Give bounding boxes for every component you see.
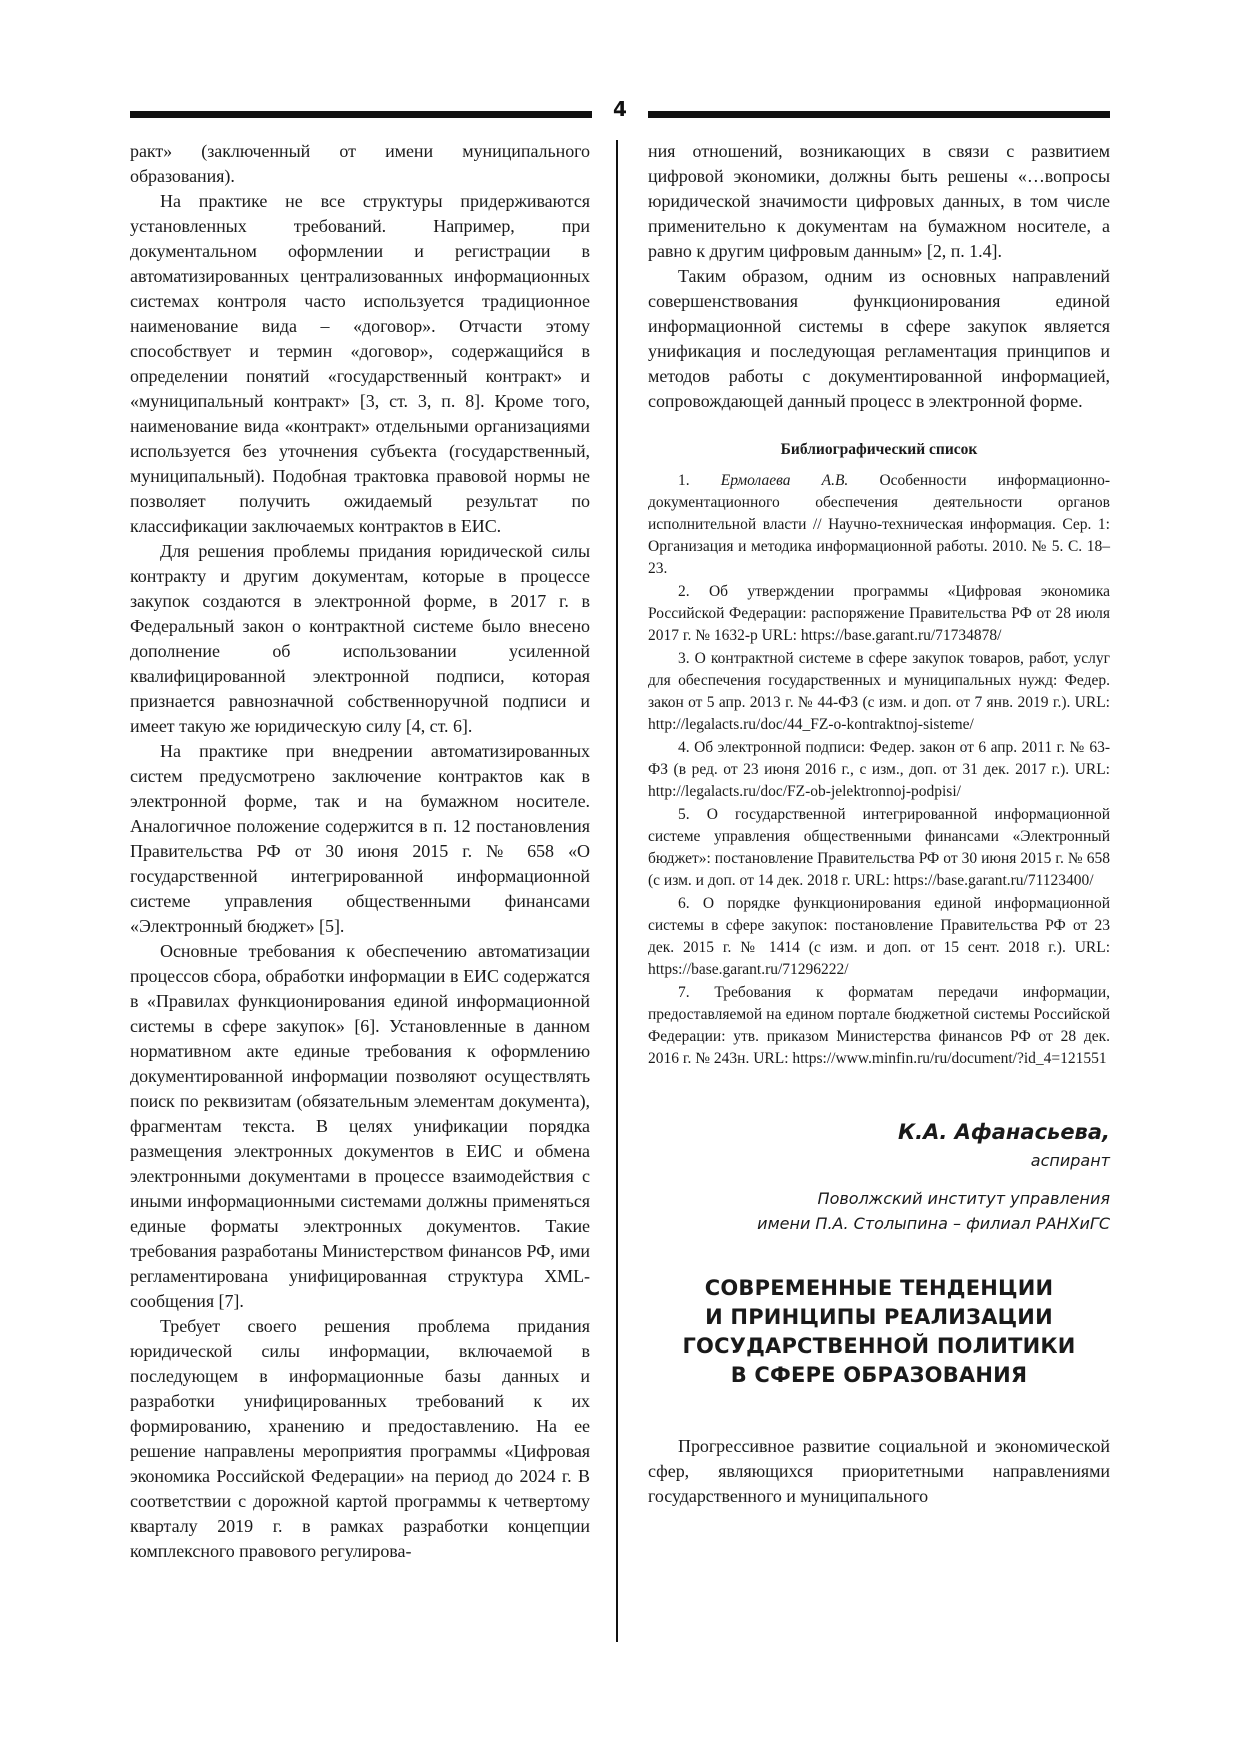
bib-text: О контрактной системе в сфере закупок товаров, работ, услуг для обеспечения государственных и муниципальных нужд: Федер. закон от 5 апр. 2013 г. № 44-ФЗ (с изм. и доп. от 7 янв. 2019 г.). URL: http://legalacts.ru/doc/44_FZ-o-kontraktnoj-sisteme/ bbox=[648, 650, 1111, 733]
bib-text: Об утверждении программы «Цифровая экономика Российской Федерации: распоряжение Правительства РФ от 28 июля 2017 г. № 1632-р URL: https://base.garant.ru/71734878/ bbox=[648, 583, 1111, 644]
bibliography-item bbox=[648, 581, 1110, 647]
bib-number: 6. bbox=[678, 895, 690, 912]
paragraph: ния отношений, возникающих в связи с развитием цифровой экономики, должны быть решены «…вопросы юридической значимости цифровых данных, в том числе применительно к документам на бумажном носителе, а равно к другим цифровым данным» [2, п. 1.4]. bbox=[648, 141, 1110, 261]
paragraph: Для решения проблемы придания юридической силы контракту и другим документам, которые в процессе закупок создаются в электронной форме, в 2017 г. в Федеральный закон о контрактной системе было внесено дополнение об использовании усиленной квалифицированной электронной подписи, которая признается равнозначной собственноручной подписи и имеет такую же юридическую силу [4, ст. 6]. bbox=[130, 541, 590, 736]
bibliography-item bbox=[648, 982, 1110, 1070]
article-title-line: ГОСУДАРСТВЕННОЙ ПОЛИТИКИ bbox=[682, 1334, 1076, 1358]
paragraph: На практике при внедрении автоматизированных систем предусмотрено заключение контрактов как в электронной форме, так и на бумажном носителе. Аналогичное положение содержится в п. 12 постановления Правительства РФ от 30 июня 2015 г. № 658 «О государственной интегрированной информационной системе управления общественными финансами «Электронный бюджет» [5]. bbox=[130, 741, 590, 936]
affiliation-line: Поволжский институт управления bbox=[817, 1189, 1110, 1208]
bib-text: О порядке функционирования единой информационной системы в сфере закупок: постановление Правительства РФ от 23 дек. 2015 г. № 1414 (с изм. и доп. от 15 сент. 2018 г.). URL: https://base.garant.ru/71296222/ bbox=[648, 895, 1110, 978]
bibliography-item bbox=[648, 804, 1110, 892]
bibliography-item bbox=[648, 893, 1110, 981]
header-rule-left bbox=[130, 111, 592, 118]
bibliography-item bbox=[648, 648, 1110, 736]
paragraph: Таким образом, одним из основных направлений совершенствования функционирования единой информационной системы в сфере закупок является унификация и последующая регламентация принципов и методов работы с документированной информацией, сопровождающей данный процесс в электронной форме. bbox=[648, 266, 1110, 411]
article-title-line: СОВРЕМЕННЫЕ ТЕНДЕНЦИИ bbox=[704, 1276, 1054, 1300]
bib-text: Об электронной подписи: Федер. закон от 6 апр. 2011 г. № 63-ФЗ (в ред. от 23 июня 2016 г., с изм., доп. от 31 дек. 2017 г.). URL: http://legalacts.ru/doc/FZ-ob-jelektronnoj-podpisi/ bbox=[648, 739, 1110, 800]
paragraph: На практике не все структуры придерживаются установленных требований. Например, при документальном оформлении и регистрации в автоматизированных централизованных информационных системах контроля часто используется традиционное наименование вида – «договор». Отчасти этому способствует и термин «договор», содержащийся в определении понятий «государственный контракт» и «муниципальный контракт» [3, ст. 3, п. 8]. Кроме того, наименование вида «контракт» отдельными организациями используется без уточнения субъекта (государственный, муниципальный). Подобная трактовка правовой нормы не позволяет получить ожидаемый результат по классификации заключаемых контрактов в ЕИС. bbox=[130, 191, 590, 536]
article-title-line: И ПРИНЦИПЫ РЕАЛИЗАЦИИ bbox=[705, 1305, 1053, 1329]
bibliography-list bbox=[648, 470, 1110, 1070]
bib-number: 1. bbox=[678, 472, 690, 489]
article-title-line: В СФЕРЕ ОБРАЗОВАНИЯ bbox=[730, 1363, 1028, 1387]
bib-author: Ермолаева А.В. bbox=[720, 472, 849, 489]
header-rule-right bbox=[648, 111, 1110, 118]
page-number: 4 bbox=[613, 97, 627, 121]
right-column bbox=[648, 139, 1110, 1509]
bib-text: О государственной интегрированной информационной системе управления общественными финансами «Электронный бюджет»: постановление Правительства РФ от 30 июня 2015 г. № 658 (с изм. и доп. от 14 дек. 2018 г. URL: https://base.garant.ru/71123400/ bbox=[648, 806, 1110, 889]
bibliography-item bbox=[648, 737, 1110, 803]
author-name: К.А. Афанасьева, bbox=[897, 1120, 1110, 1144]
article-title bbox=[648, 1274, 1110, 1390]
bib-text: Требования к форматам передачи информации, предоставляемой на едином портале бюджетной системы Российской Федерации: утв. приказом Министерства финансов РФ от 28 дек. 2016 г. № 243н. URL: https://www.minfin.ru/ru/document/?id_4=121551 bbox=[648, 984, 1111, 1067]
bibliography-title: Библиографический список bbox=[780, 441, 978, 458]
bib-number: 5. bbox=[678, 806, 690, 823]
paragraph: Требует своего решения проблема придания юридической силы информации, включаемой в последующем в информационные базы данных и разработки унифицированных требований к их формированию, хранению и предоставлению. На ее решение направлены мероприятия программы «Цифровая экономика Российской Федерации» на период до 2024 г. В соответствии с дорожной картой программы к четвертому кварталу 2019 г. в рамках разработки концепции комплексного правового регулирова- bbox=[130, 1316, 590, 1561]
bib-number: 2. bbox=[678, 583, 690, 600]
affiliation-line: имени П.А. Столыпина – филиал РАНХиГС bbox=[757, 1214, 1110, 1233]
column-divider bbox=[616, 140, 618, 1642]
bibliography-item bbox=[648, 470, 1110, 580]
author-affiliation bbox=[648, 1186, 1110, 1236]
bib-number: 4. bbox=[678, 739, 690, 756]
bib-number: 3. bbox=[678, 650, 690, 667]
author-role: аспирант bbox=[1030, 1151, 1110, 1170]
bib-number: 7. bbox=[678, 984, 690, 1001]
paragraph: Прогрессивное развитие социальной и экономической сфер, являющихся приоритетными направлениями государственного и муниципального bbox=[648, 1436, 1110, 1506]
paragraph: Основные требования к обеспечению автоматизации процессов сбора, обработки информации в ЕИС содержатся в «Правилах функционирования единой информационной системы в сфере закупок» [6]. Установленные в данном нормативном акте единые требования к оформлению документированной информации позволяют осуществлять поиск по реквизитам (обязательным элементам документа), фрагментам текста. В целях унификации порядка размещения электронных документов в ЕИС и обмена электронными документами в процессе взаимодействия с иными информационными системами должны применяться единые форматы электронных документов. Такие требования разработаны Министерством финансов РФ, ими регламентирована унифицированная структура XML-сообщения [7]. bbox=[130, 941, 590, 1311]
page-header bbox=[130, 97, 1110, 125]
author-block bbox=[648, 1118, 1110, 1236]
paragraph: ракт» (заключенный от имени муниципального образования). bbox=[130, 141, 590, 186]
left-column bbox=[130, 139, 590, 1564]
bib-text: Особенности информационно-документационного обеспечения деятельности органов исполнительной власти // Научно-техническая информация. Сер. 1: Организация и методика информационной работы. 2010. № 5. С. 18–23. bbox=[648, 472, 1110, 577]
article-intro bbox=[648, 1434, 1110, 1509]
